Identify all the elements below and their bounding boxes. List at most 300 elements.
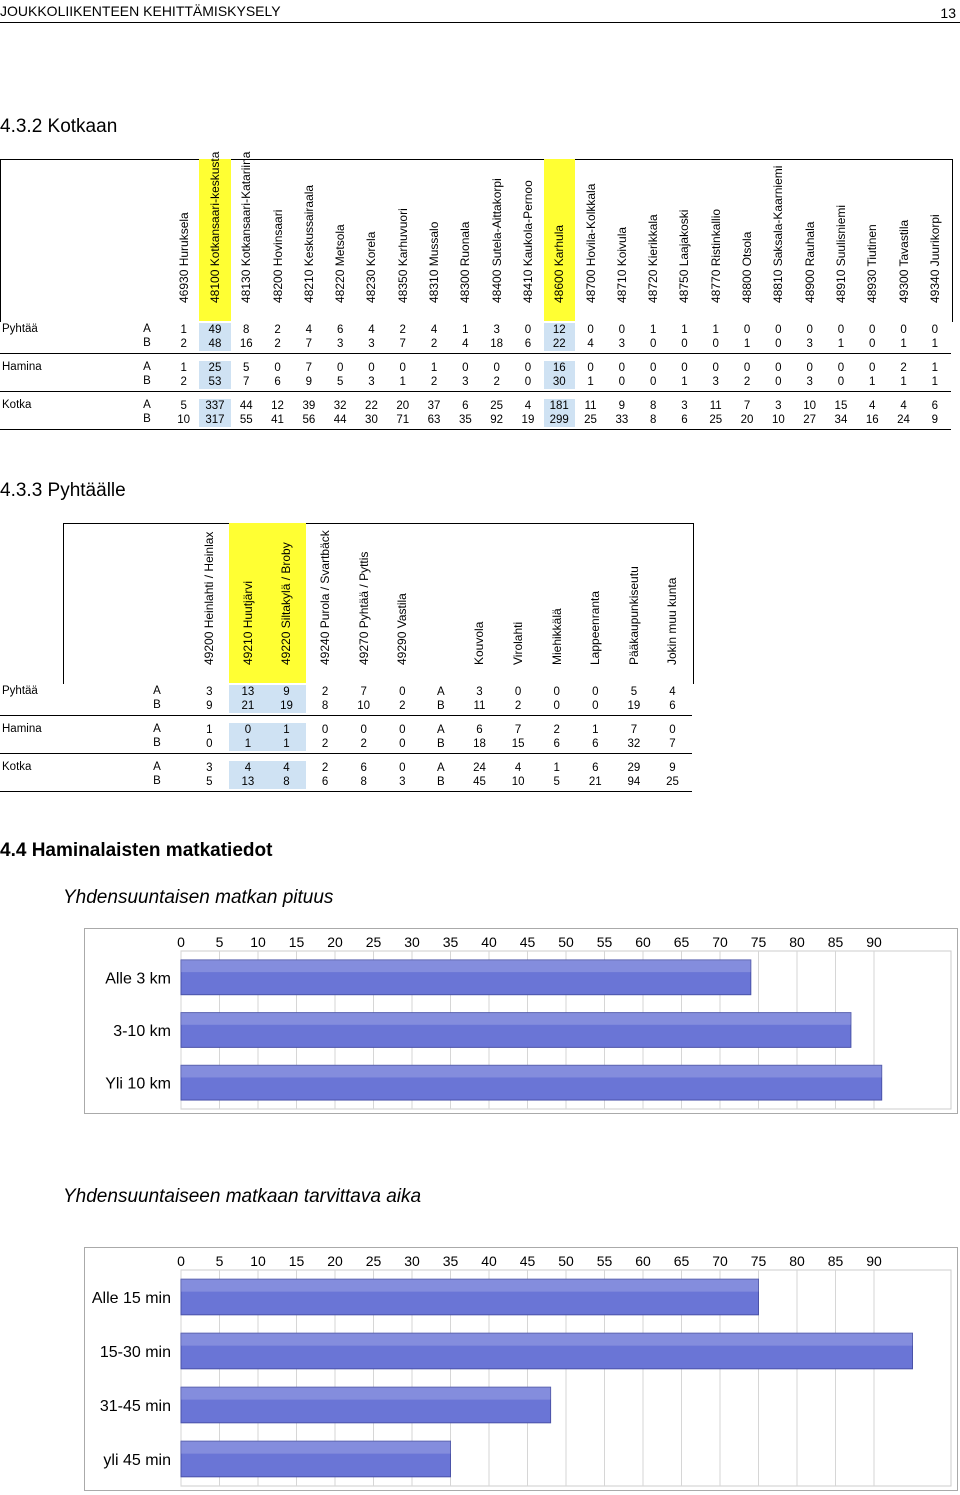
bar-highlight <box>181 1065 882 1077</box>
table-cell: 37 <box>427 400 441 412</box>
column-header <box>825 159 856 321</box>
table-cell: 3 <box>806 338 813 350</box>
table-cell: 9 <box>669 762 676 774</box>
table-cell: 6 <box>336 324 344 336</box>
table-cell: 2 <box>514 700 522 712</box>
table-cell: 7 <box>514 724 522 736</box>
column-header <box>418 159 449 321</box>
table-cell: 7 <box>630 724 638 736</box>
table-cell: 0 <box>524 362 532 374</box>
table-cell: 10 <box>803 400 817 412</box>
tick-label: 5 <box>215 934 224 950</box>
table-cell: 299 <box>544 413 575 427</box>
table-row <box>0 399 960 413</box>
table-cell: 0 <box>869 362 876 374</box>
table-cell: 4 <box>305 324 313 336</box>
tick-label: 80 <box>789 1253 805 1269</box>
table-cell: 2 <box>321 738 329 750</box>
column-header-label: 48410 Kaukola-Pernoo <box>520 180 535 303</box>
column-header-label: 48600 Karhula <box>552 224 567 303</box>
table-cell: 1 <box>900 338 907 350</box>
table-cell: 6 <box>360 762 367 774</box>
section-heading-4-3-2: 4.3.2 Kotkaan <box>0 116 118 137</box>
chart-svg <box>85 1248 957 1490</box>
table-cell: 0 <box>399 762 406 774</box>
table-cell: 0 <box>524 376 532 388</box>
document-title: JOUKKOLIIKENTEEN KEHITTÄMISKYSELY <box>0 3 281 19</box>
table-cell: 0 <box>837 376 845 388</box>
tick-label: 25 <box>365 1253 382 1269</box>
table-cell: 7 <box>243 376 250 388</box>
table-cell: 4 <box>368 324 375 336</box>
table-cell: 25 <box>199 361 230 375</box>
table-cell: 11 <box>584 400 597 412</box>
category-label: 15-30 min <box>99 1344 171 1361</box>
table-cell: 33 <box>615 414 629 426</box>
group-separator <box>0 353 951 354</box>
row-type-label: B <box>143 337 151 349</box>
table-cell: 8 <box>360 776 367 788</box>
table-cell: 19 <box>521 414 535 426</box>
table-cell: 1 <box>267 737 306 751</box>
table-cell: 6 <box>462 400 469 412</box>
table-cell: 6 <box>524 338 532 350</box>
table-cell: 0 <box>681 338 688 350</box>
tick-label: 0 <box>177 1253 185 1269</box>
table-cell: 0 <box>592 700 599 712</box>
column-header <box>325 159 356 321</box>
table-cell: 16 <box>544 361 575 375</box>
table-cell: 0 <box>775 324 782 336</box>
table-cell: 63 <box>427 414 441 426</box>
row-type-label: A <box>153 723 161 735</box>
table-cell: 8 <box>321 700 329 712</box>
tick-label: 5 <box>215 1253 224 1269</box>
table-bottom-line <box>0 429 951 430</box>
table-cell: 22 <box>544 337 575 351</box>
column-header-label: Virolahti <box>511 621 526 665</box>
row-type-label: A <box>143 361 151 373</box>
tick-label: 35 <box>442 934 459 950</box>
column-header <box>575 159 606 321</box>
column-header-label: Lappeenranta <box>588 590 603 665</box>
column-header-label: 48710 Koivula <box>614 226 629 303</box>
row-group-label: Kotka <box>2 399 32 411</box>
table-cell: 317 <box>199 413 230 427</box>
table-row <box>0 761 676 775</box>
table-cell: 3 <box>476 686 483 698</box>
column-header-label: Miehikkälä <box>549 608 564 665</box>
table-cell: 5 <box>630 686 638 698</box>
table-cell: 2 <box>360 738 367 750</box>
table-cell: 1 <box>592 724 599 736</box>
table-cell: 0 <box>837 324 845 336</box>
bar-highlight <box>181 1441 451 1453</box>
table-cell: 0 <box>618 376 626 388</box>
table-cell: 4 <box>524 400 532 412</box>
tick-label: 85 <box>827 1253 844 1269</box>
table-cell: 6 <box>669 700 676 712</box>
table-cell: 13 <box>229 685 268 699</box>
table-cell: 32 <box>627 738 641 750</box>
table-bottom-line <box>0 791 692 792</box>
group-separator <box>0 391 951 392</box>
column-header <box>450 159 481 321</box>
table-cell: 1 <box>229 737 268 751</box>
table-row <box>0 337 960 351</box>
tick-label: 55 <box>596 934 613 950</box>
table-cell: 3 <box>712 376 719 388</box>
column-header <box>231 151 262 321</box>
table-cell: 3 <box>336 338 344 350</box>
table-cell: 25 <box>490 400 504 412</box>
table-cell: 25 <box>584 414 597 426</box>
table-cell: 3 <box>206 686 213 698</box>
table-row <box>0 375 960 389</box>
column-header <box>606 159 637 321</box>
table-cell: 19 <box>627 700 641 712</box>
column-header <box>669 159 700 321</box>
tick-label: 65 <box>673 934 690 950</box>
table-cell: 25 <box>666 776 679 788</box>
row-type-label: A <box>153 761 161 773</box>
tick-label: 0 <box>177 934 185 950</box>
column-header-label: 48100 Kotkansaari-keskusta <box>207 151 222 303</box>
page-number: 13 <box>940 5 956 21</box>
table-cell: 9 <box>618 400 626 412</box>
column-header-label: 49220 Siltakylä / Broby <box>279 542 294 665</box>
table-row <box>0 723 676 737</box>
page-header <box>0 2 960 23</box>
table-cell: 18 <box>473 738 486 750</box>
table-cell: 181 <box>544 399 575 413</box>
table-cell: 7 <box>399 338 406 350</box>
table-cell: 71 <box>396 414 410 426</box>
column-header <box>481 159 512 321</box>
table-cell: B <box>437 700 445 712</box>
table-cell: 6 <box>274 376 281 388</box>
table-cell: 32 <box>333 400 347 412</box>
table-cell: 0 <box>806 362 813 374</box>
column-header <box>615 523 654 683</box>
row-type-label: B <box>153 737 161 749</box>
table-cell: 1 <box>931 362 939 374</box>
table-cell: 0 <box>869 324 876 336</box>
table-cell: 0 <box>336 362 344 374</box>
table-cell: 20 <box>396 400 410 412</box>
tick-label: 60 <box>635 934 651 950</box>
table-cell: 1 <box>587 376 594 388</box>
table-cell: 1 <box>681 324 688 336</box>
table-cell: 4 <box>229 761 268 775</box>
table-cell: 8 <box>649 414 657 426</box>
column-header-label: Jokin muu kunta <box>665 577 680 665</box>
column-header-label: 48210 Keskussairaala <box>301 184 316 303</box>
row-type-label: B <box>143 413 151 425</box>
table-cell: 4 <box>587 338 594 350</box>
column-header-label: 49300 Tavastila <box>896 219 911 303</box>
column-header-label: Pääkaupunkiseutu <box>626 566 641 665</box>
bar-highlight <box>181 1333 913 1345</box>
table-cell: 1 <box>931 376 939 388</box>
table-cell: 41 <box>271 414 284 426</box>
tick-label: 60 <box>635 1253 651 1269</box>
table-cell: 0 <box>618 324 626 336</box>
table-cell: 1 <box>681 376 688 388</box>
table-cell: 2 <box>430 338 438 350</box>
table-cell: 1 <box>206 724 213 736</box>
chart-title-matkan-pituus: Yhdensuuntaisen matkan pituus <box>63 887 334 908</box>
category-label: 3-10 km <box>113 1023 171 1040</box>
table-cell: 1 <box>743 338 751 350</box>
table-cell: 1 <box>267 723 306 737</box>
table-cell: 0 <box>649 338 657 350</box>
column-header <box>422 523 461 683</box>
row-type-label: A <box>153 685 161 697</box>
table-cell: 7 <box>669 738 676 750</box>
table-cell: 4 <box>514 762 522 774</box>
tick-label: 70 <box>712 1253 728 1269</box>
table-cell: 0 <box>618 362 626 374</box>
row-type-label: B <box>143 375 151 387</box>
column-header-label: 48800 Otsola <box>740 231 755 303</box>
column-header-label: 49210 Huutjärvi <box>240 580 255 665</box>
table-cell: 9 <box>305 376 313 388</box>
tick-label: 45 <box>519 1253 536 1269</box>
tick-label: 90 <box>866 934 882 950</box>
table-cell: 21 <box>229 699 268 713</box>
table-cell: 3 <box>206 762 213 774</box>
column-header <box>190 523 229 683</box>
table-cell: 4 <box>669 686 676 698</box>
row-type-label: B <box>153 775 161 787</box>
table-cell: 0 <box>274 362 281 374</box>
table-cell: 0 <box>649 376 657 388</box>
table-cell: 9 <box>206 700 213 712</box>
column-header <box>888 159 919 321</box>
table-cell: 2 <box>900 362 907 374</box>
table-cell: 16 <box>865 414 879 426</box>
table-cell: 0 <box>360 724 367 736</box>
table-cell: 27 <box>803 414 817 426</box>
tick-label: 75 <box>750 1253 767 1269</box>
section-heading-4-4: 4.4 Haminalaisten matkatiedot <box>0 840 273 861</box>
tick-label: 65 <box>673 1253 690 1269</box>
table-cell: 35 <box>458 414 472 426</box>
table-pyhtaalle <box>0 523 680 791</box>
tick-label: 30 <box>404 1253 420 1269</box>
column-header <box>857 159 888 321</box>
table-row <box>0 361 960 375</box>
table-cell: 0 <box>775 376 782 388</box>
table-cell: 9 <box>267 685 306 699</box>
tick-label: 25 <box>365 934 382 950</box>
table-cell: 8 <box>649 400 657 412</box>
table-cell: 94 <box>627 776 641 788</box>
table-row <box>0 699 676 713</box>
tick-label: 20 <box>327 1253 343 1269</box>
table-cell: 5 <box>336 376 344 388</box>
table-cell: 3 <box>368 376 375 388</box>
table-cell: 0 <box>900 324 907 336</box>
table-cell: 12 <box>544 323 575 337</box>
table-cell: 92 <box>490 414 504 426</box>
column-header-label: 48810 Saksala-Kaarniemi <box>771 165 786 303</box>
table-cell: 0 <box>743 362 751 374</box>
column-header <box>576 523 615 683</box>
table-cell: 2 <box>180 338 187 350</box>
column-header-label: 48300 Ruonala <box>458 221 473 303</box>
column-header <box>356 159 387 321</box>
tick-label: 50 <box>558 1253 574 1269</box>
tick-label: 50 <box>558 934 574 950</box>
tick-label: 45 <box>519 934 536 950</box>
table-cell: 0 <box>553 700 560 712</box>
column-header-label: 49270 Pyhtää / Pyttis <box>356 551 371 665</box>
table-cell: 0 <box>837 362 845 374</box>
table-row <box>0 413 960 427</box>
bar-highlight <box>181 960 751 972</box>
table-cell: 5 <box>243 362 250 374</box>
tick-label: 85 <box>827 934 844 950</box>
table-cell: A <box>437 686 445 698</box>
table-cell: 20 <box>740 414 754 426</box>
column-header-label: Kouvola <box>472 621 487 665</box>
table-cell: 24 <box>473 762 486 774</box>
tick-label: 70 <box>712 934 728 950</box>
table-cell: 11 <box>709 400 722 412</box>
tick-label: 90 <box>866 1253 882 1269</box>
table-cell: 1 <box>649 324 657 336</box>
table-cell: 3 <box>806 376 813 388</box>
table-cell: 15 <box>834 400 848 412</box>
table-cell: 7 <box>743 400 751 412</box>
row-group-label: Kotka <box>2 761 32 773</box>
table-cell: 0 <box>649 362 657 374</box>
table-cell: 10 <box>357 700 371 712</box>
table-cell: 5 <box>206 776 213 788</box>
table-cell: 12 <box>271 400 284 412</box>
table-cell: 0 <box>524 324 532 336</box>
table-cell: 11 <box>473 700 486 712</box>
column-header-label: 49240 Purola / Svartbäck <box>318 530 333 665</box>
table-cell: 15 <box>511 738 525 750</box>
tick-label: 80 <box>789 934 805 950</box>
table-cell: 6 <box>681 414 688 426</box>
table-cell: 34 <box>834 414 848 426</box>
table-cell: 6 <box>321 776 329 788</box>
category-label: yli 45 min <box>103 1452 171 1469</box>
table-cell: 0 <box>712 338 719 350</box>
table-cell: 39 <box>302 400 316 412</box>
table-cell: 1 <box>712 324 719 336</box>
group-separator <box>0 753 692 754</box>
table-cell: 0 <box>399 686 406 698</box>
bar-highlight <box>181 1013 851 1025</box>
table-cell: 337 <box>199 399 230 413</box>
table-cell: 1 <box>430 362 438 374</box>
column-header <box>794 159 825 321</box>
column-header-label: 48220 Metsola <box>333 224 348 303</box>
category-label: 31-45 min <box>99 1398 171 1415</box>
column-header-label: 48930 Tiutinen <box>865 224 880 303</box>
column-header <box>638 159 669 321</box>
tick-label: 35 <box>442 1253 459 1269</box>
table-cell: 4 <box>900 400 907 412</box>
column-header-label: 48130 Kotkansaari-Katariina <box>239 151 254 303</box>
column-header-label: 49200 Heinlahti / Heinlax <box>202 531 217 665</box>
column-header-label: 48310 Mussalo <box>427 221 442 303</box>
column-header <box>537 523 576 683</box>
column-header-label: 48770 Ristinkallio <box>708 208 723 303</box>
table-row <box>0 323 960 337</box>
table-cell: 10 <box>177 414 191 426</box>
table-row <box>0 737 676 751</box>
column-header <box>763 159 794 321</box>
table-cell: 3 <box>462 376 469 388</box>
table-cell: 1 <box>900 376 907 388</box>
table-cell: 5 <box>553 776 560 788</box>
column-header-label: 48750 Laajakoski <box>677 209 692 303</box>
table-cell: 1 <box>869 376 876 388</box>
row-group-label: Pyhtää <box>2 323 38 335</box>
table-cell: 0 <box>321 724 329 736</box>
column-header-label: 49340 Juurikorpi <box>927 214 942 303</box>
column-header-label: 49290 Vastila <box>395 593 410 665</box>
table-cell: 10 <box>511 776 525 788</box>
table-cell: 25 <box>709 414 723 426</box>
table-cell: 48 <box>199 337 230 351</box>
tick-label: 30 <box>404 934 420 950</box>
table-cell: 6 <box>592 762 599 774</box>
table-row <box>0 775 679 789</box>
column-header <box>499 523 538 683</box>
tick-label: 15 <box>288 934 305 950</box>
column-header <box>512 159 543 321</box>
table-cell: 0 <box>592 686 599 698</box>
column-header <box>168 159 199 321</box>
column-header-label: 48230 Korela <box>364 231 379 303</box>
table-cell: 3 <box>775 400 782 412</box>
column-header-label: 48720 Kierikkala <box>646 214 661 303</box>
tick-label: 10 <box>250 934 266 950</box>
table-cell: 13 <box>229 775 268 789</box>
table-cell: 0 <box>775 362 782 374</box>
table-cell: 1 <box>399 376 406 388</box>
table-cell: 1 <box>931 338 939 350</box>
bar-highlight <box>181 1279 759 1291</box>
table-cell: 8 <box>243 324 250 336</box>
table-cell: 4 <box>267 761 306 775</box>
table-cell: 22 <box>365 400 378 412</box>
table-cell: 0 <box>399 362 406 374</box>
column-header <box>731 159 762 321</box>
row-group-label: Pyhtää <box>2 685 38 697</box>
table-cell: 2 <box>743 376 751 388</box>
tick-label: 55 <box>596 1253 613 1269</box>
row-type-label: A <box>143 399 151 411</box>
column-header <box>344 523 383 683</box>
table-cell: 3 <box>493 324 500 336</box>
column-header <box>919 159 950 321</box>
table-cell: 0 <box>587 362 594 374</box>
column-header <box>544 159 575 321</box>
table-cell: 7 <box>305 362 313 374</box>
tick-label: 10 <box>250 1253 266 1269</box>
table-cell: 0 <box>681 362 688 374</box>
column-header-label: 48350 Karhuvuori <box>395 208 410 303</box>
column-header-label: 48910 Suulisniemi <box>833 204 848 303</box>
